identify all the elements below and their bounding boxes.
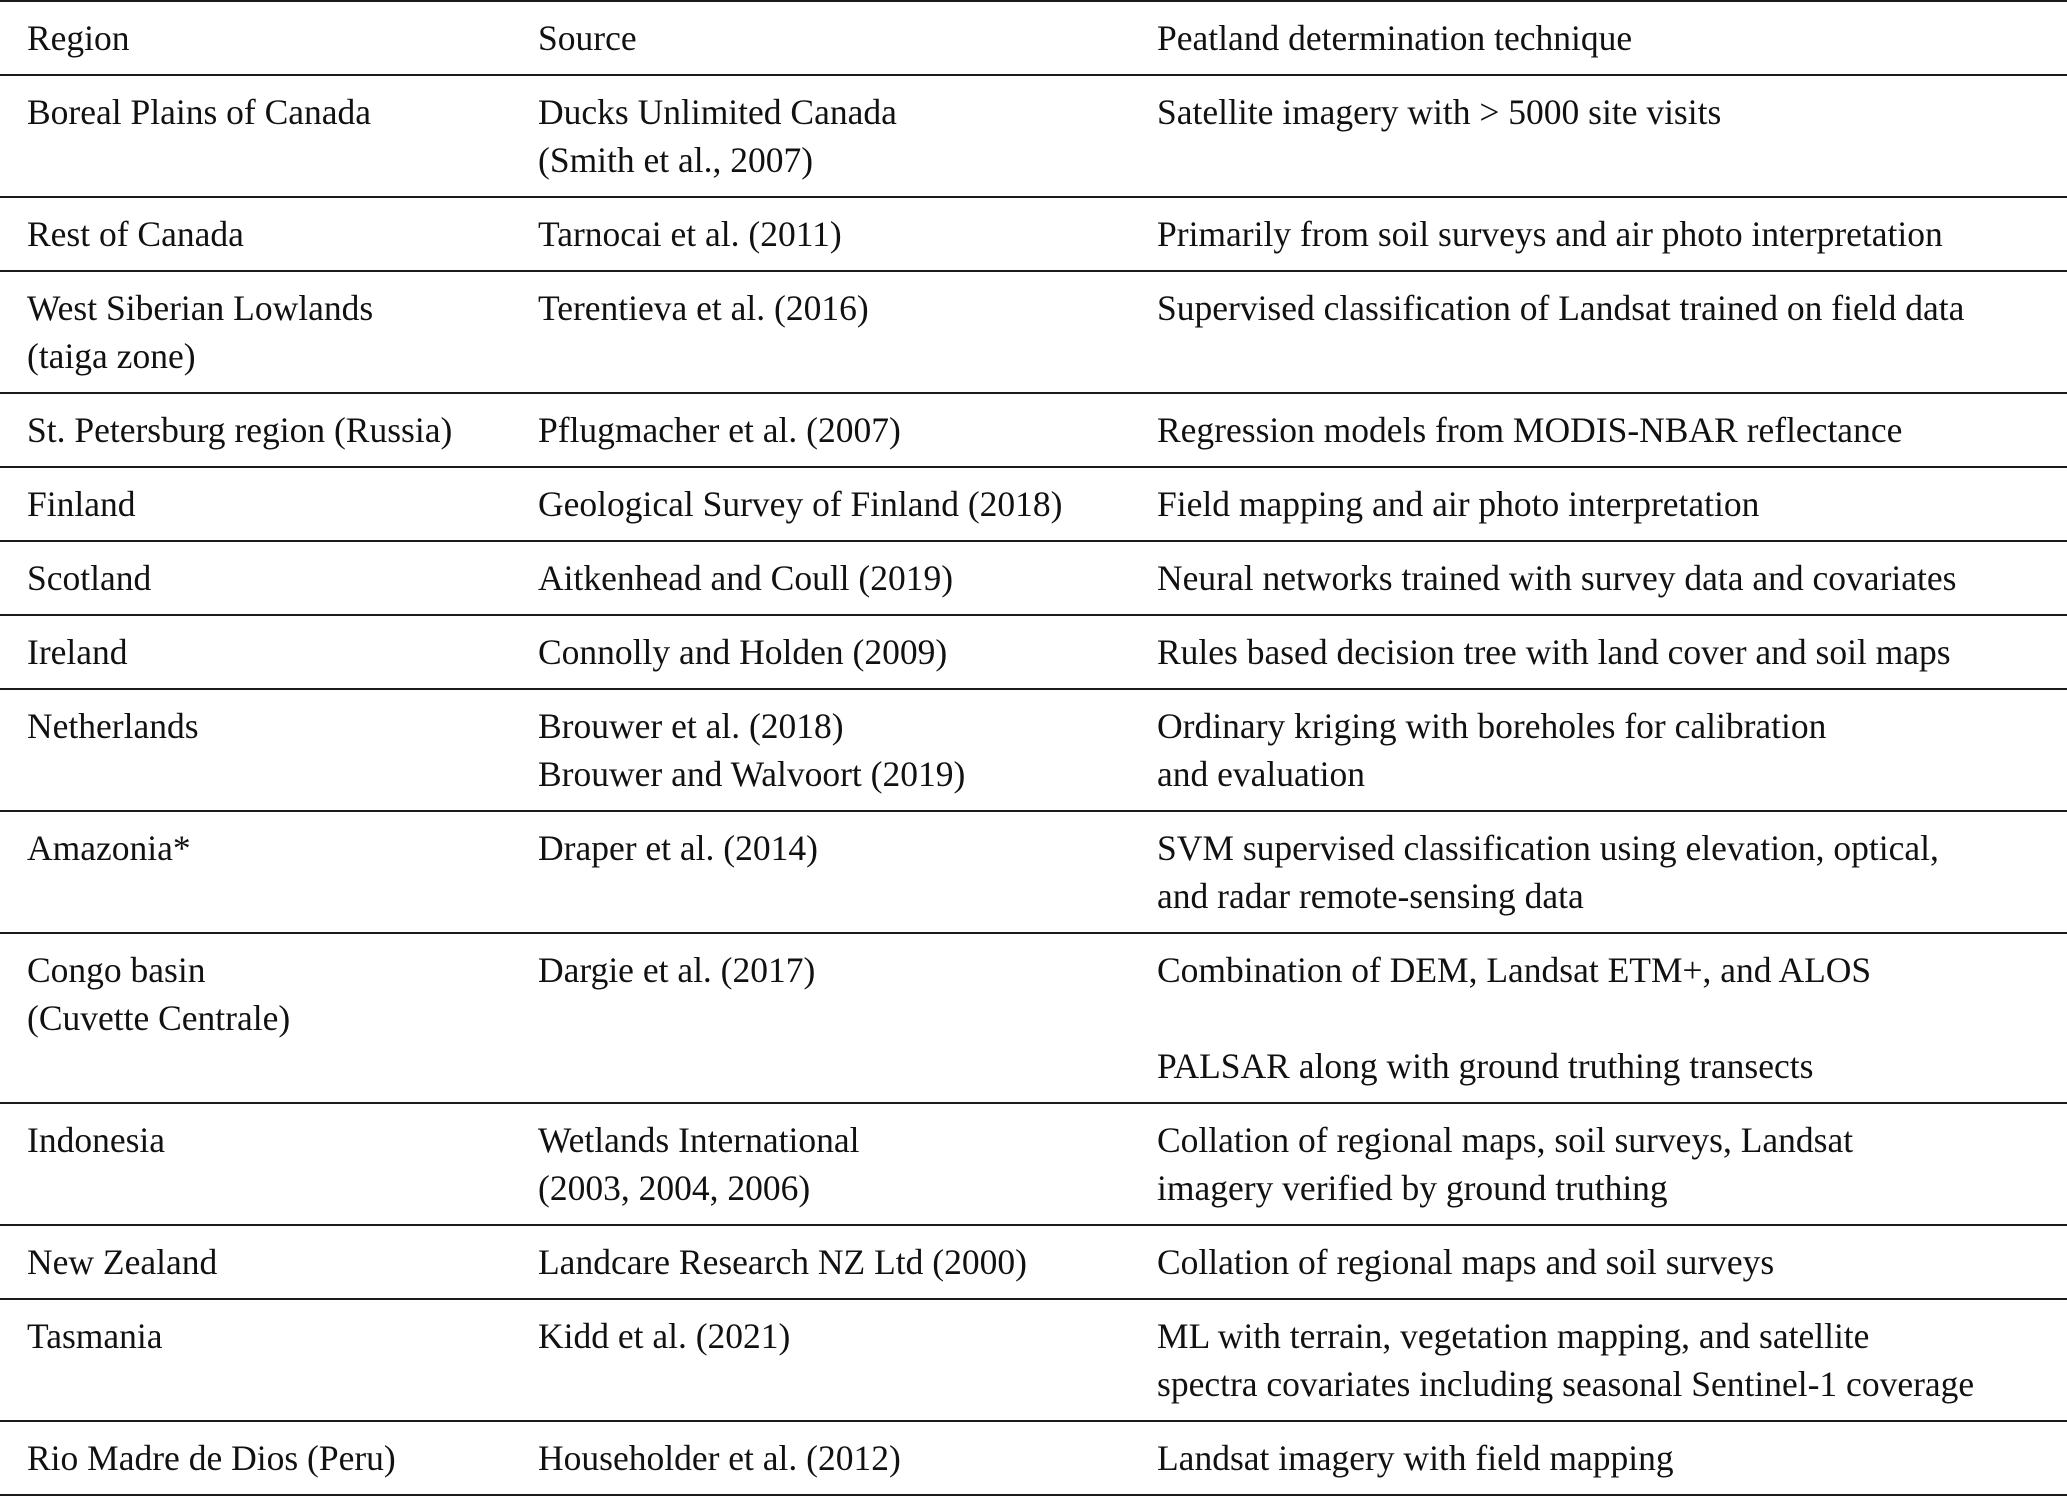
cell-technique-line: imagery verified by ground truthing	[1157, 1168, 1668, 1208]
cell-source	[538, 393, 1157, 467]
table-row	[0, 1299, 2067, 1421]
cell-technique	[1157, 615, 2067, 689]
cell-technique-line: SVM supervised classification using elevation, optical,	[1157, 828, 1939, 868]
cell-source-line: Geological Survey of Finland (2018)	[538, 484, 1063, 524]
table-row	[0, 271, 2067, 393]
cell-region	[0, 541, 538, 615]
cell-region-line: Ireland	[27, 632, 128, 672]
cell-region-line: Netherlands	[27, 706, 199, 746]
table-body	[0, 75, 2067, 1495]
cell-region-line: Rio Madre de Dios (Peru)	[27, 1438, 396, 1478]
cell-technique-line: Supervised classification of Landsat trained on field data	[1157, 288, 1965, 328]
cell-technique	[1157, 393, 2067, 467]
cell-technique-line: Combination of DEM, Landsat ETM+, and ALOS	[1157, 950, 1872, 990]
cell-technique	[1157, 1299, 2067, 1421]
cell-source	[538, 75, 1157, 197]
header-row	[0, 1, 2067, 75]
cell-technique	[1157, 271, 2067, 393]
cell-region	[0, 75, 538, 197]
cell-technique	[1157, 1103, 2067, 1225]
cell-source-line: Tarnocai et al. (2011)	[538, 214, 842, 254]
cell-region-line: (Cuvette Centrale)	[27, 998, 291, 1038]
table-row	[0, 689, 2067, 811]
table-row	[0, 933, 2067, 1103]
cell-region-line: New Zealand	[27, 1242, 218, 1282]
cell-source	[538, 933, 1157, 1103]
header-source: Source	[538, 1, 1157, 75]
cell-technique	[1157, 75, 2067, 197]
cell-technique-line: ML with terrain, vegetation mapping, and satellite	[1157, 1316, 1870, 1356]
cell-technique	[1157, 197, 2067, 271]
cell-region	[0, 393, 538, 467]
cell-technique-line: spectra covariates including seasonal Sentinel-1 coverage	[1157, 1364, 1975, 1404]
cell-region	[0, 271, 538, 393]
table-row	[0, 1225, 2067, 1299]
cell-source-line: Pflugmacher et al. (2007)	[538, 410, 901, 450]
cell-region-line: Tasmania	[27, 1316, 163, 1356]
cell-region	[0, 933, 538, 1103]
cell-technique-line: Landsat imagery with field mapping	[1157, 1438, 1674, 1478]
cell-source-line: Kidd et al. (2021)	[538, 1316, 791, 1356]
cell-source	[538, 615, 1157, 689]
cell-technique	[1157, 811, 2067, 933]
cell-source-line: Aitkenhead and Coull (2019)	[538, 558, 954, 598]
cell-source	[538, 467, 1157, 541]
cell-technique	[1157, 1225, 2067, 1299]
cell-source	[538, 689, 1157, 811]
cell-region	[0, 1421, 538, 1495]
cell-source-line: Dargie et al. (2017)	[538, 950, 816, 990]
cell-technique	[1157, 467, 2067, 541]
cell-source	[538, 197, 1157, 271]
header-technique: Peatland determination technique	[1157, 1, 2067, 75]
cell-technique-line: and radar remote-sensing data	[1157, 876, 1584, 916]
cell-source-line: (2003, 2004, 2006)	[538, 1168, 811, 1208]
cell-technique-line: Satellite imagery with > 5000 site visits	[1157, 92, 1722, 132]
cell-region-line: Indonesia	[27, 1120, 166, 1160]
cell-region-line: Finland	[27, 484, 136, 524]
cell-technique-line: Neural networks trained with survey data and covariates	[1157, 558, 1957, 598]
cell-technique	[1157, 933, 2067, 1103]
cell-source	[538, 271, 1157, 393]
table-row	[0, 1103, 2067, 1225]
cell-technique-line: Collation of regional maps and soil surveys	[1157, 1242, 1775, 1282]
table-header	[0, 1, 2067, 75]
cell-source	[538, 811, 1157, 933]
cell-region	[0, 1225, 538, 1299]
cell-technique-line: Field mapping and air photo interpretation	[1157, 484, 1760, 524]
cell-source-line: Draper et al. (2014)	[538, 828, 818, 868]
cell-region	[0, 1103, 538, 1225]
cell-region-line: Scotland	[27, 558, 152, 598]
cell-source	[538, 1299, 1157, 1421]
cell-source	[538, 1103, 1157, 1225]
table-row	[0, 1421, 2067, 1495]
cell-source-line: Ducks Unlimited Canada	[538, 92, 897, 132]
cell-source-line: Landcare Research NZ Ltd (2000)	[538, 1242, 1027, 1282]
cell-region	[0, 689, 538, 811]
cell-source-line: Brouwer et al. (2018)	[538, 706, 844, 746]
cell-region-line: Rest of Canada	[27, 214, 244, 254]
cell-technique-line: Regression models from MODIS-NBAR reflectance	[1157, 410, 1903, 450]
table-row	[0, 393, 2067, 467]
cell-region-line: Amazonia*	[27, 828, 191, 868]
cell-region-line: Boreal Plains of Canada	[27, 92, 372, 132]
cell-technique	[1157, 1421, 2067, 1495]
cell-technique	[1157, 541, 2067, 615]
cell-source	[538, 541, 1157, 615]
cell-source-line: Wetlands International	[538, 1120, 860, 1160]
cell-source-line: Householder et al. (2012)	[538, 1438, 901, 1478]
cell-source-line: (Smith et al., 2007)	[538, 140, 814, 180]
cell-technique-line: and evaluation	[1157, 754, 1365, 794]
cell-technique-line: PALSAR along with ground truthing transects	[1157, 1046, 1814, 1086]
cell-region	[0, 467, 538, 541]
cell-source	[538, 1225, 1157, 1299]
cell-region	[0, 811, 538, 933]
cell-region	[0, 615, 538, 689]
table-row	[0, 541, 2067, 615]
cell-source-line: Connolly and Holden (2009)	[538, 632, 948, 672]
cell-region	[0, 1299, 538, 1421]
table-row	[0, 467, 2067, 541]
cell-technique-line: Collation of regional maps, soil surveys, Landsat	[1157, 1120, 1854, 1160]
cell-source-line: Brouwer and Walvoort (2019)	[538, 754, 966, 794]
table-row	[0, 197, 2067, 271]
cell-source-line: Terentieva et al. (2016)	[538, 288, 869, 328]
cell-technique-line: Ordinary kriging with boreholes for calibration	[1157, 706, 1827, 746]
cell-technique-line: Rules based decision tree with land cover and soil maps	[1157, 632, 1951, 672]
table-row	[0, 615, 2067, 689]
cell-region-line: West Siberian Lowlands	[27, 288, 374, 328]
table-row	[0, 75, 2067, 197]
cell-technique-line: Primarily from soil surveys and air photo interpretation	[1157, 214, 1943, 254]
table-row	[0, 811, 2067, 933]
cell-region-line: Congo basin	[27, 950, 206, 990]
cell-source	[538, 1421, 1157, 1495]
cell-region	[0, 197, 538, 271]
cell-region-line: St. Petersburg region (Russia)	[27, 410, 453, 450]
cell-technique-line	[1157, 994, 2067, 1042]
cell-region-line: (taiga zone)	[27, 336, 196, 376]
header-region: Region	[0, 1, 538, 75]
cell-technique	[1157, 689, 2067, 811]
